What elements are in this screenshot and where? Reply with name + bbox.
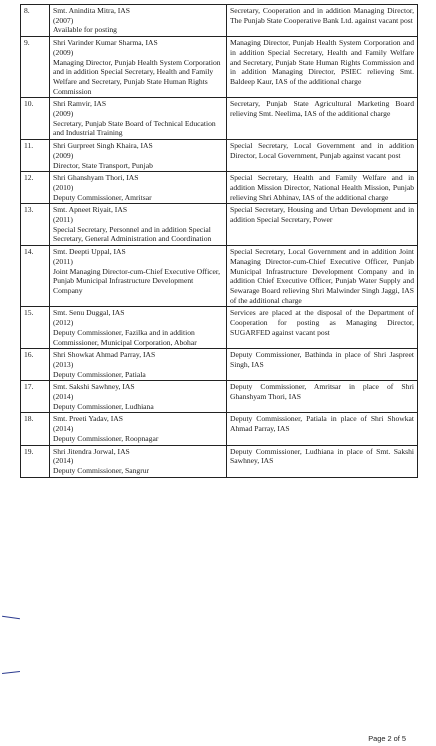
serial-number: 11. [21,140,50,172]
officer-batch: (2014) [53,456,74,466]
officer-cell [50,172,227,204]
officer-name: Shri Ramvir, IAS [53,99,107,109]
new-posting: Special Secretary, Local Government and in addition Joint Managing Director-cum-Chief Executive Officer, Punjab Municipal Infrastructure Development Company and in addition Chief Executive Officer, Punjab Water Supply and Sewarage Board relieving Shri Malwinder Singh Jaggi, IAS of the additional charge [227,246,418,307]
page-number: Page 2 of 5 [368,734,406,743]
current-posting: Deputy Commissioner, Patiala [53,369,146,379]
officer-batch: (2009) [53,47,74,57]
posting-orders-table [20,4,418,478]
new-posting: Special Secretary, Housing and Urban Development and in addition Special Secretary, Power [227,204,418,246]
officer-batch: (2011) [53,256,73,266]
table-row [21,413,418,445]
officer-name: Smt. Senu Duggal, IAS [53,308,125,318]
serial-number: 14. [21,246,50,307]
table-row [21,37,418,98]
officer-batch: (2014) [53,424,74,434]
officer-name: Shri Ghanshyam Thori, IAS [53,173,139,183]
current-posting: Special Secretary, Personnel and in addition Special Secretary, General Administration and Coordination [53,224,212,244]
serial-number: 15. [21,307,50,349]
table-row [21,307,418,349]
officer-name: Smt. Deepti Uppal, IAS [53,247,126,257]
serial-number: 18. [21,413,50,445]
new-posting: Secretary, Cooperation and in addition Managing Director, The Punjab State Cooperative Bank Ltd. against vacant post [227,5,418,37]
officer-cell [50,5,227,37]
officer-batch: (2007) [53,15,74,25]
officer-batch: (2010) [53,182,74,192]
officer-cell [50,445,227,477]
current-posting: Managing Director, Punjab Health System Corporation and in addition Special Secretary, Health and Family Welfare and Secretary, Punjab State Human Rights Commission [53,57,221,96]
officer-name: Shri Showkat Ahmad Parray, IAS [53,350,156,360]
table-row [21,445,418,477]
officer-name: Smt. Preeti Yadav, IAS [53,414,123,424]
officer-cell [50,307,227,349]
current-posting: Secretary, Punjab State Board of Technical Education and Industrial Training [53,118,216,138]
table-row [21,246,418,307]
officer-batch: (2012) [53,318,74,328]
serial-number: 9. [21,37,50,98]
table-row [21,140,418,172]
officer-cell [50,246,227,307]
officer-batch: (2009) [53,150,74,160]
new-posting: Deputy Commissioner, Patiala in place of Shri Showkat Ahmad Parray, IAS [227,413,418,445]
officer-batch: (2013) [53,359,74,369]
pen-mark [2,671,20,674]
new-posting: Deputy Commissioner, Ludhiana in place of Smt. Sakshi Sawhney, IAS [227,445,418,477]
current-posting: Deputy Commissioner, Sangrur [53,465,150,475]
current-posting: Available for posting [53,25,117,35]
new-posting: Special Secretary, Health and Family Welfare and in addition Mission Director, National Health Mission, Punjab relieving Shri Abhinav, IAS of the additional charge [227,172,418,204]
officer-name: Shri Varinder Kumar Sharma, IAS [53,38,158,48]
officer-cell [50,140,227,172]
serial-number: 19. [21,445,50,477]
table-row [21,204,418,246]
officer-batch: (2009) [53,109,74,119]
serial-number: 17. [21,381,50,413]
current-posting: Deputy Commissioner, Fazilka and in addition Commissioner, Municipal Corporation, Abohar [53,327,197,347]
officer-cell [50,381,227,413]
table-row [21,349,418,381]
new-posting: Services are placed at the disposal of the Department of Cooperation for posting as Managing Director, SUGARFED against vacant post [227,307,418,349]
serial-number: 13. [21,204,50,246]
officer-batch: (2011) [53,215,73,225]
pen-mark [2,616,20,619]
current-posting: Joint Managing Director-cum-Chief Executive Officer, Punjab Municipal Infrastructure Development Company [53,266,221,295]
officer-name: Shri Gurpreet Singh Khaira, IAS [53,141,153,151]
posting-orders-body [21,5,418,478]
new-posting: Secretary, Punjab State Agricultural Marketing Board relieving Smt. Neelima, IAS of the additional charge [227,98,418,140]
officer-batch: (2014) [53,392,74,402]
officer-cell [50,204,227,246]
current-posting: Deputy Commissioner, Amritsar [53,192,152,202]
serial-number: 12. [21,172,50,204]
officer-name: Smt. Sakshi Sawhney, IAS [53,382,135,392]
officer-name: Smt. Anindita Mitra, IAS [53,6,130,15]
current-posting: Director, State Transport, Punjab [53,160,153,170]
serial-number: 8. [21,5,50,37]
table-row [21,381,418,413]
serial-number: 16. [21,349,50,381]
new-posting: Managing Director, Punjab Health System Corporation and in addition Special Secretary, Health and Family Welfare and Secretary, Punjab State Human Rights Commission and in addition Managing Director, PSIEC relieving Smt. Baldeep Kaur, IAS of the additional charge [227,37,418,98]
new-posting: Special Secretary, Local Government and in addition Director, Local Government, Punjab against vacant post [227,140,418,172]
officer-name: Smt. Apneet Riyait, IAS [53,205,128,215]
officer-cell [50,413,227,445]
officer-cell [50,37,227,98]
table-row [21,172,418,204]
table-row [21,5,418,37]
officer-cell [50,98,227,140]
officer-cell [50,349,227,381]
current-posting: Deputy Commissioner, Ludhiana [53,401,154,411]
officer-name: Shri Jitendra Jorwal, IAS [53,446,130,456]
serial-number: 10. [21,98,50,140]
new-posting: Deputy Commissioner, Bathinda in place of Shri Jaspreet Singh, IAS [227,349,418,381]
table-row [21,98,418,140]
new-posting: Deputy Commissioner, Amritsar in place of Shri Ghanshyam Thori, IAS [227,381,418,413]
current-posting: Deputy Commissioner, Roopnagar [53,433,159,443]
